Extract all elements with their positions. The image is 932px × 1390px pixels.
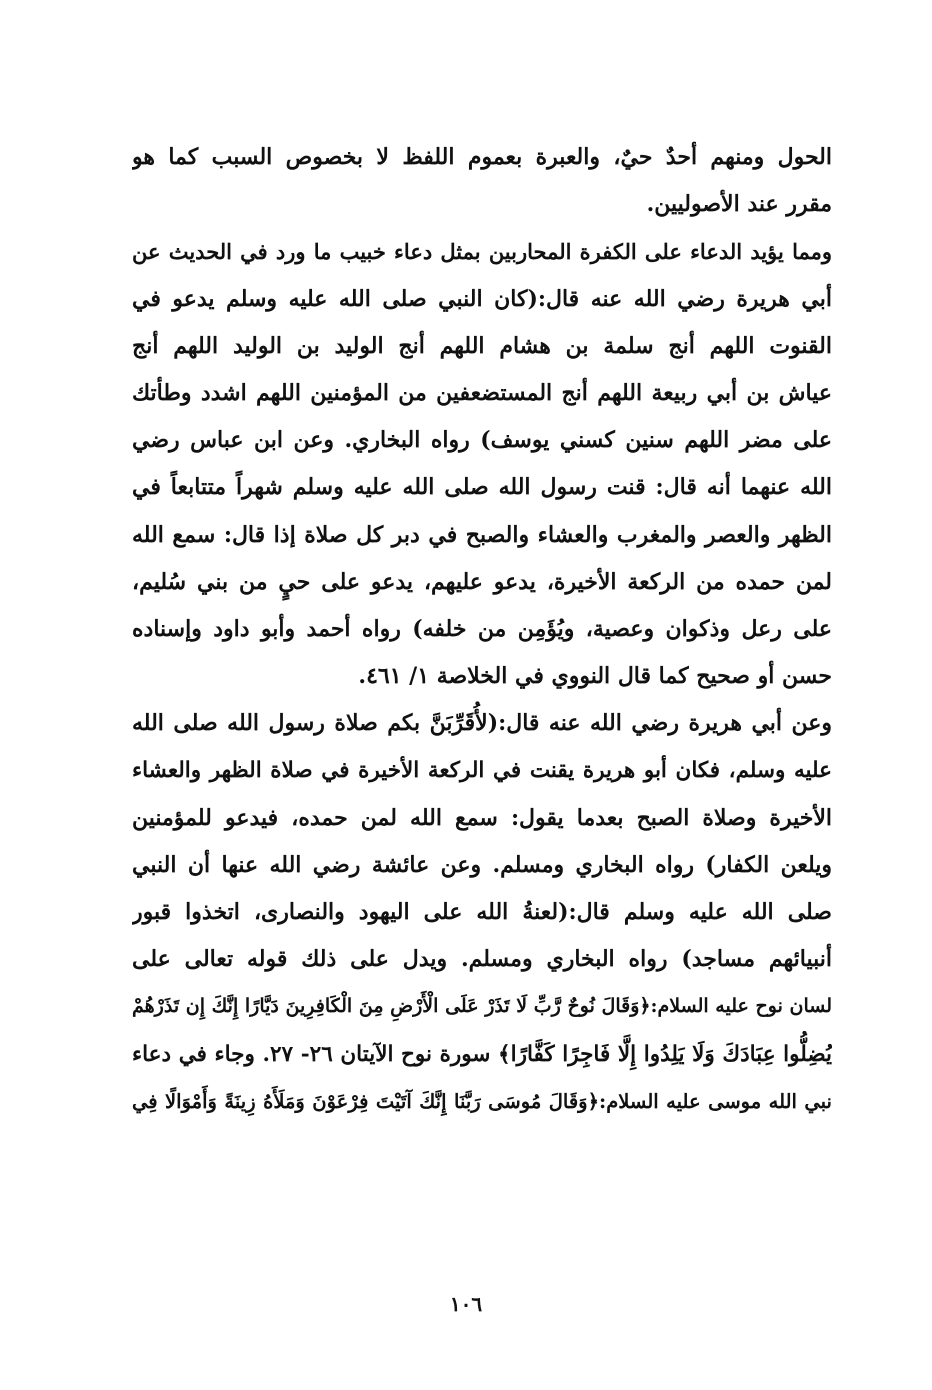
text-line: لمن حمده من الركعة الأخيرة، يدعو عليهم، يدعو على حيٍ من بني سُليم، xyxy=(132,568,832,595)
text-line: الظهر والعصر والمغرب والعشاء والصبح في دبر كل صلاة إذا قال: سمع الله xyxy=(132,521,832,548)
text-line: نبي الله موسى عليه السلام:﴿وَقَالَ مُوسَى رَبَّنَا إِنَّكَ آتَيْتَ فِرْعَوْنَ وَمَلَأَهُ زِينَةً وَأَمْوَالًا فِي xyxy=(132,1089,832,1113)
text-line: حسن أو صحيح كما قال النووي في الخلاصة ١/ ٤٦١. xyxy=(358,663,832,690)
text-line: على مضر اللهم سنين كسني يوسف) رواه البخاري. وعن ابن عباس رضي xyxy=(132,427,832,454)
text-line: يُضِلُّوا عِبَادَكَ وَلَا يَلِدُوا إِلَّا فَاجِرًا كَفَّارًا﴾ سورة نوح الآيتان ٢٦- ٢٧. وجاء في دعاء xyxy=(132,1041,832,1067)
text-line: صلى الله عليه وسلم قال:(لعنةُ الله على اليهود والنصارى، اتخذوا قبور xyxy=(132,899,832,925)
body-text xyxy=(132,134,832,1125)
text-line: الله عنهما أنه قال: قنت رسول الله صلى الله عليه وسلم شهراً متتابعاً في xyxy=(132,474,832,501)
text-line: عليه وسلم، فكان أبو هريرة يقنت في الركعة الأخيرة في صلاة الظهر والعشاء xyxy=(132,758,832,784)
text-line: ويلعن الكفار) رواه البخاري ومسلم. وعن عائشة رضي الله عنها أن النبي xyxy=(132,851,832,878)
text-line: الحول ومنهم أحدٌ حيٌ، والعبرة بعموم اللفظ لا بخصوص السبب كما هو xyxy=(132,144,832,170)
text-line: القنوت اللهم أنج سلمة بن هشام اللهم أنج الوليد بن الوليد اللهم أنج xyxy=(132,332,832,359)
text-line: مقرر عند الأصوليين. xyxy=(646,191,832,218)
text-line: على رعل وذكوان وعصية، ويُؤَمِن من خلفه) رواه أحمد وأبو داود وإسناده xyxy=(132,615,832,642)
page-number: ١٠٦ xyxy=(449,1292,483,1316)
text-line: وعن أبي هريرة رضي الله عنه قال:(لأُقَرِّبَنَّ بكم صلاة رسول الله صلى الله xyxy=(132,710,832,737)
text-line: أنبيائهم مساجد) رواه البخاري ومسلم. ويدل على ذلك قوله تعالى على xyxy=(132,946,832,973)
text-line: الأخيرة وصلاة الصبح بعدما يقول: سمع الله لمن حمده، فيدعو للمؤمنين xyxy=(132,804,832,831)
text-line: أبي هريرة رضي الله عنه قال:(كان النبي صلى الله عليه وسلم يدعو في xyxy=(132,285,832,312)
text-line: لسان نوح عليه السلام:﴿وَقَالَ نُوحٌ رَّبِّ لَا تَذَرْ عَلَى الْأَرْضِ مِنَ الْكَافِرِينَ دَيَّارًا إِنَّكَ إِن تَذَرْهُمْ xyxy=(132,995,832,1018)
text-line: عياش بن أبي ربيعة اللهم أنج المستضعفين من المؤمنين اللهم اشدد وطأتك xyxy=(132,379,832,406)
text-line: ومما يؤيد الدعاء على الكفرة المحاربين بمثل دعاء خبيب ما ورد في الحديث عن xyxy=(132,239,832,265)
